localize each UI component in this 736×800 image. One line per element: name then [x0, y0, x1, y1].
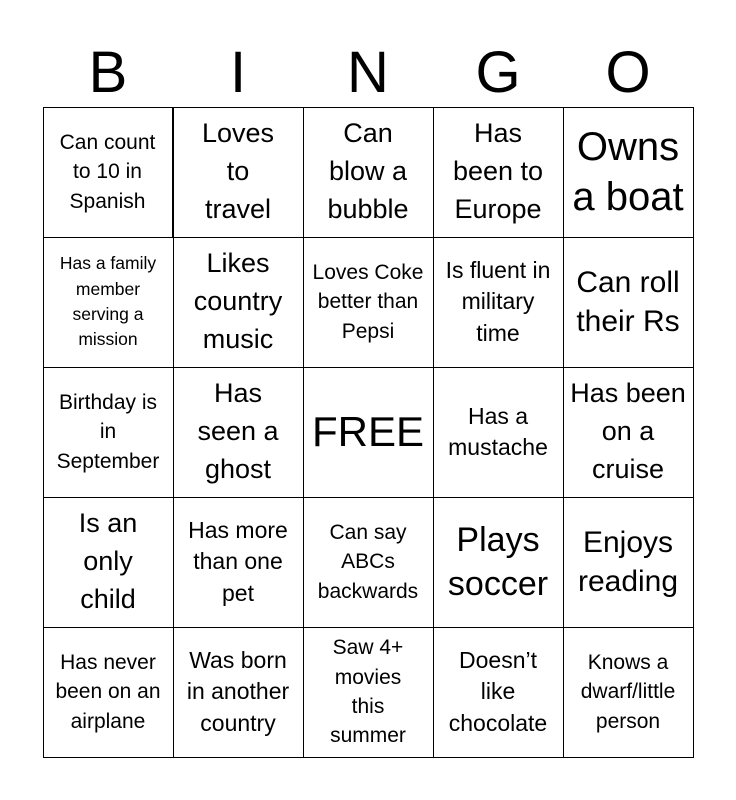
bingo-cell[interactable] [563, 367, 694, 498]
bingo-cell-free[interactable] [303, 367, 434, 498]
bingo-cell[interactable] [173, 627, 304, 758]
cell-text: Birthday is in September [56, 390, 160, 473]
bingo-cell[interactable] [173, 107, 304, 238]
bingo-cell[interactable] [303, 237, 434, 368]
bingo-cell[interactable] [43, 497, 174, 628]
free-space-label: FREE [311, 407, 424, 455]
bingo-cell[interactable] [43, 367, 174, 498]
cell-text: Can count to 10 in Spanish [59, 130, 156, 213]
bingo-cell[interactable] [563, 627, 694, 758]
header-letter-b: B [88, 40, 128, 105]
bingo-cell[interactable] [43, 627, 174, 758]
cell-text: Can blow a bubble [327, 118, 409, 224]
header-letter-i: I [229, 40, 247, 105]
bingo-cell[interactable] [303, 107, 434, 238]
cell-text: Owns a boat [572, 125, 684, 219]
header-letter-n: N [347, 40, 389, 105]
bingo-cell[interactable] [433, 237, 564, 368]
bingo-cell[interactable] [433, 367, 564, 498]
cell-text: Has seen a ghost [197, 378, 279, 484]
cell-text: Saw 4+ movies this summer [330, 636, 406, 748]
bingo-cell[interactable] [173, 237, 304, 368]
cell-text: Was born in another country [186, 647, 290, 736]
cell-text: Has been on a cruise [570, 378, 686, 484]
bingo-cell[interactable] [303, 497, 434, 628]
bingo-header [43, 40, 693, 106]
cell-text: Enjoys reading [577, 526, 679, 598]
bingo-cell[interactable] [563, 107, 694, 238]
cell-text: Loves to travel [201, 118, 275, 224]
cell-text: Loves Coke better than Pepsi [312, 260, 424, 343]
cell-text: Can say ABCs backwards [317, 520, 419, 603]
cell-text: Has more than one pet [188, 517, 288, 606]
cell-text: Is fluent in military time [445, 257, 551, 346]
bingo-cell[interactable] [43, 237, 174, 368]
cell-text: Has been to Europe [452, 118, 544, 224]
bingo-cell[interactable] [303, 627, 434, 758]
bingo-cell[interactable] [173, 367, 304, 498]
cell-text: Can roll their Rs [576, 266, 680, 338]
bingo-cell[interactable] [173, 497, 304, 628]
bingo-cell[interactable] [563, 497, 694, 628]
bingo-cell[interactable] [433, 627, 564, 758]
cell-text: Has a mustache [448, 402, 548, 460]
cell-text: Knows a dwarf/little person [580, 650, 676, 733]
cell-text: Has never been on an airplane [55, 650, 161, 733]
cell-text: Likes country music [193, 248, 283, 354]
bingo-cell[interactable] [433, 497, 564, 628]
bingo-cell[interactable] [433, 107, 564, 238]
cell-text: Is an only child [78, 508, 138, 614]
bingo-board [43, 107, 693, 757]
cell-text: Doesn’t like chocolate [448, 647, 548, 736]
cell-text: Has a family member serving a mission [59, 253, 157, 350]
header-letter-o: O [605, 40, 651, 105]
bingo-cell[interactable] [563, 237, 694, 368]
header-letter-g: G [475, 40, 521, 105]
bingo-cell[interactable] [43, 107, 173, 238]
cell-text: Plays soccer [447, 520, 549, 603]
